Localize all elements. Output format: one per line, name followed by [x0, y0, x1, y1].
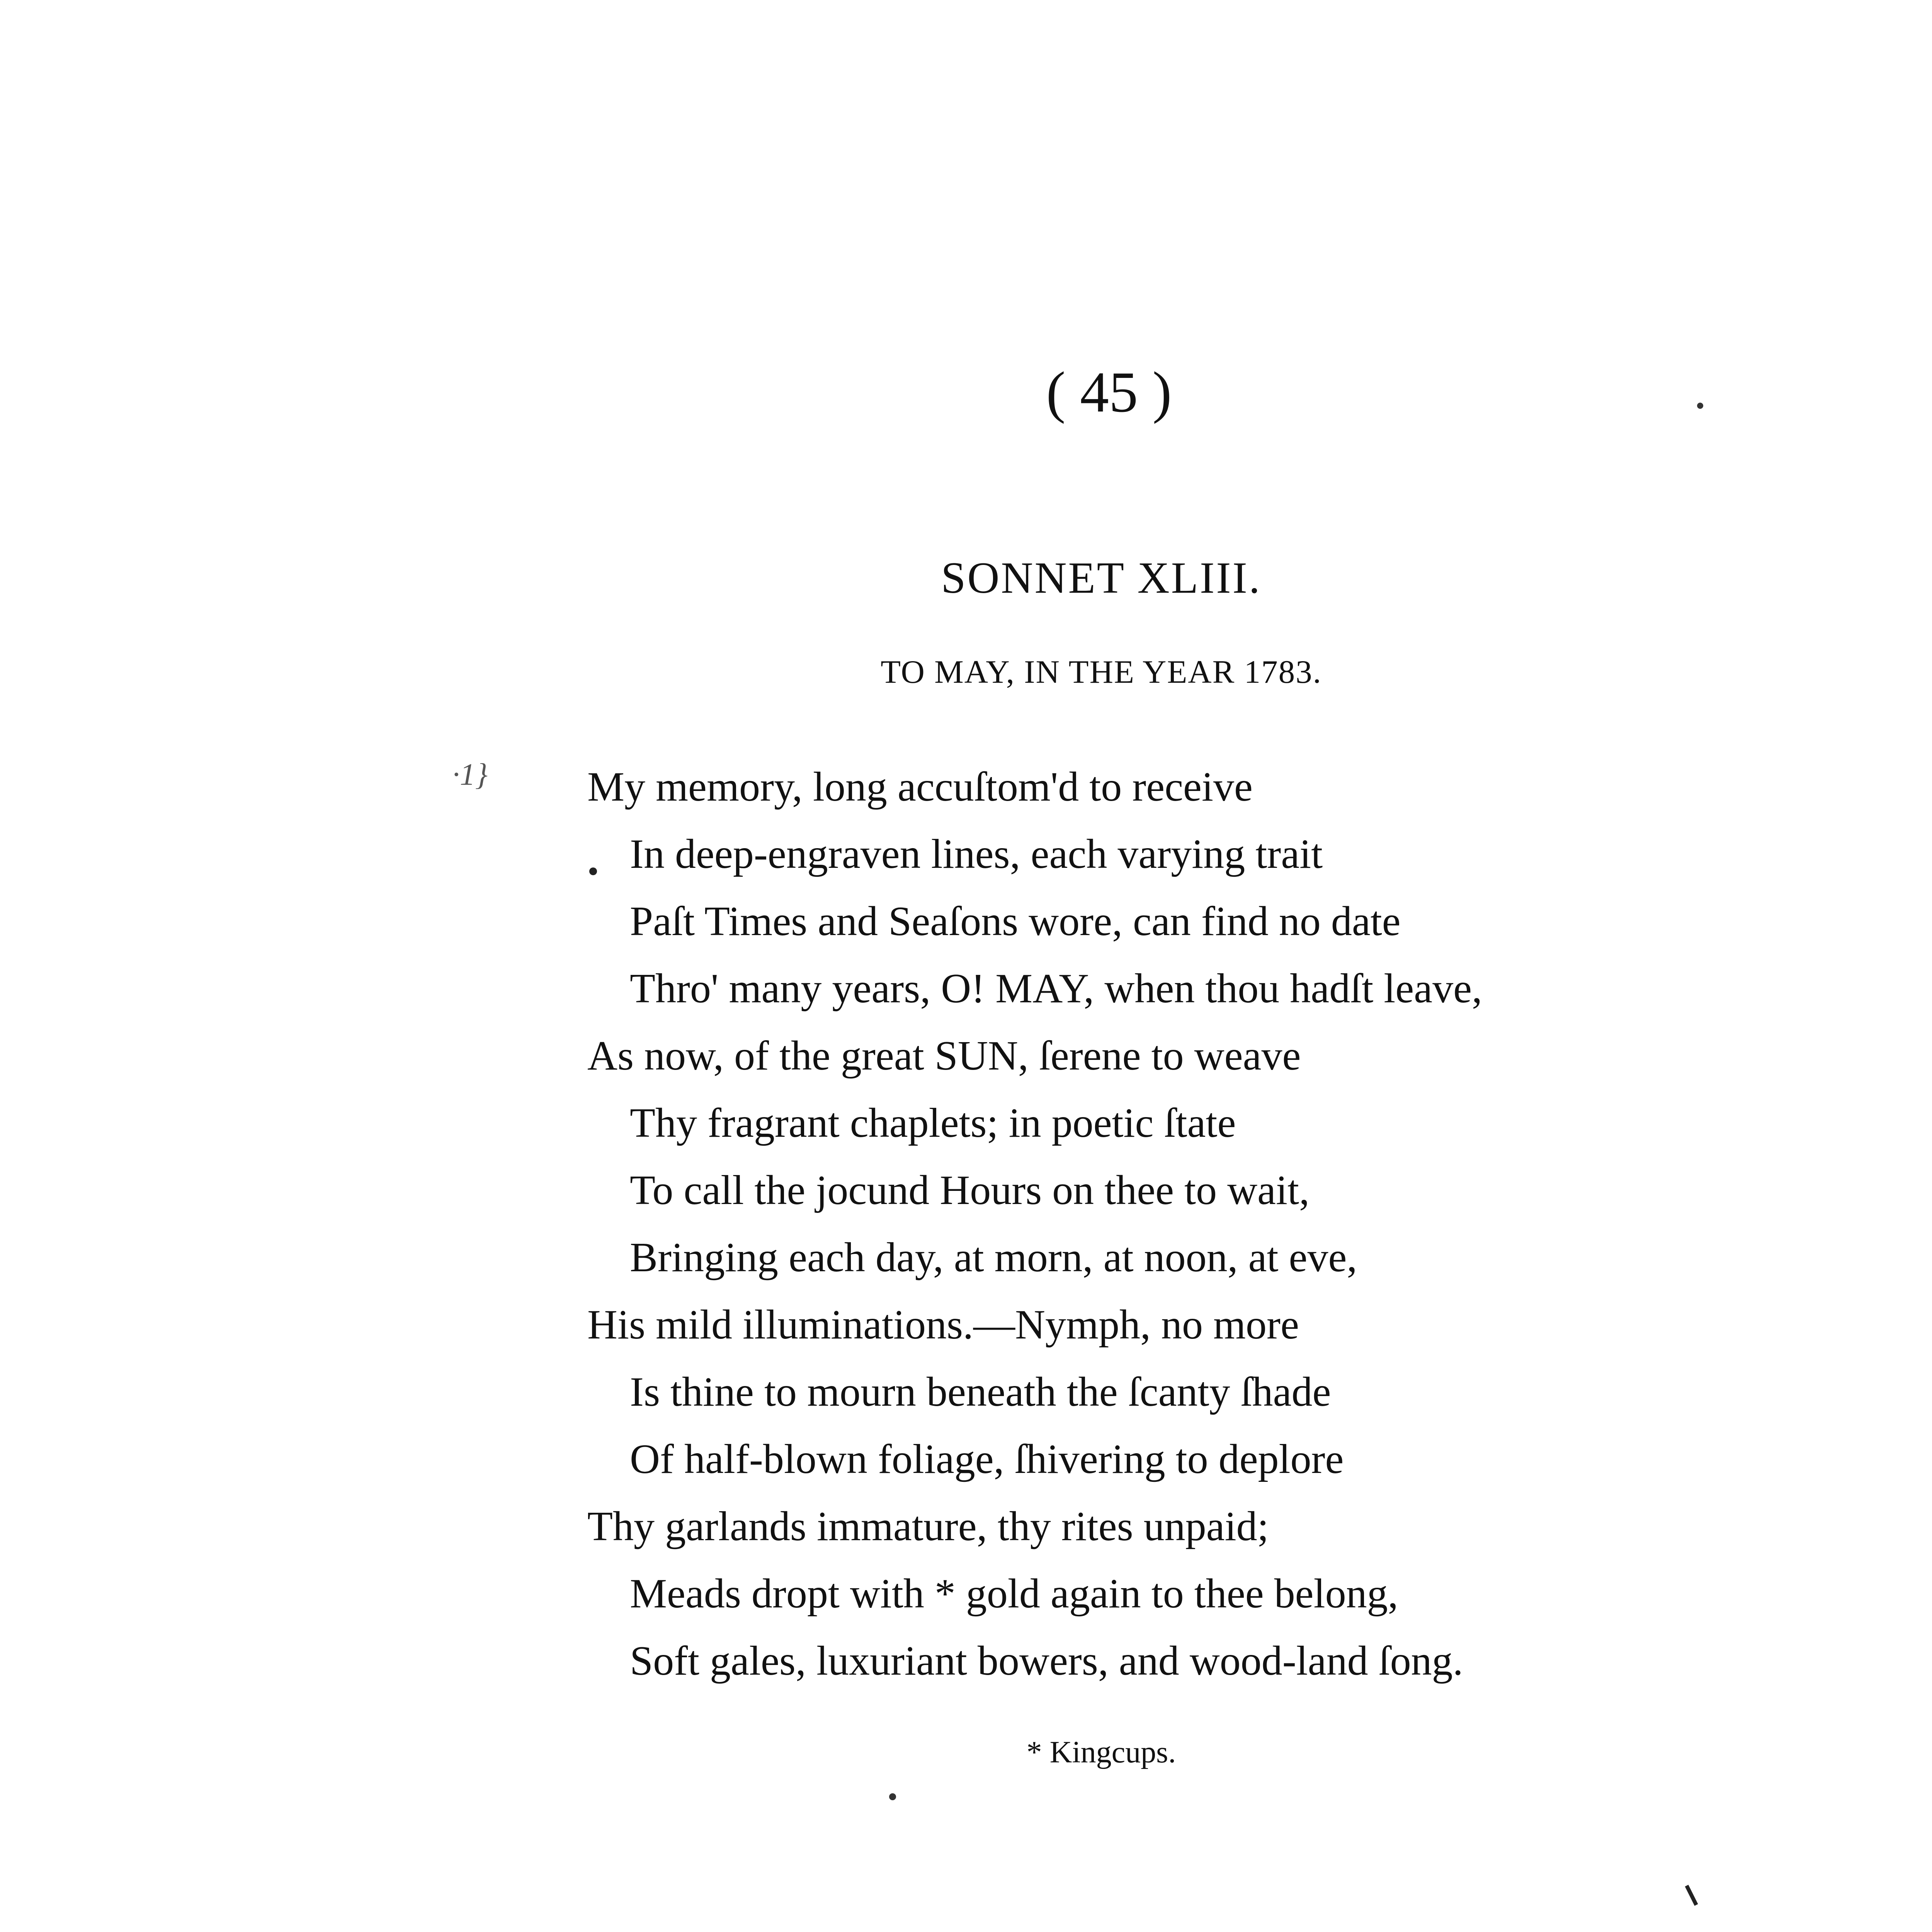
poem-line: Soft gales, luxuriant bowers, and wood-land ſong. [630, 1638, 1463, 1684]
poem-line: Bringing each day, at morn, at noon, at eve, [630, 1235, 1357, 1281]
poem-line: As now, of the great SUN, ſerene to weave [587, 1033, 1301, 1079]
poem-line: Paſt Times and Seaſons wore, can find no date [630, 898, 1401, 944]
poem-body [587, 753, 1747, 1695]
margin-mark: ·1} [452, 758, 488, 792]
poem-line: To call the jocund Hours on thee to wait, [630, 1167, 1310, 1213]
poem-line: Meads dropt with * gold again to thee belong, [630, 1571, 1398, 1617]
poem-line: His mild illuminations.—Nymph, no more [587, 1302, 1299, 1348]
poem-line: Thro' many years, O! MAY, when thou hadſt leave, [630, 966, 1483, 1012]
footnote: * Kingcups. [1026, 1735, 1176, 1769]
poem-line: Of half-blown foliage, ſhivering to deplore [630, 1436, 1344, 1482]
poem-line: Is thine to mourn beneath the ſcanty ſhade [630, 1369, 1331, 1415]
poem-line: My memory, long accuſtom'd to receive [587, 764, 1253, 810]
sonnet-subtitle: TO MAY, IN THE YEAR 1783. [881, 654, 1322, 690]
sonnet-title: SONNET XLIII. [941, 553, 1262, 602]
poem-line: Thy garlands immature, thy rites unpaid; [587, 1503, 1269, 1549]
page-number: ( 45 ) [1046, 360, 1172, 424]
poem-line: Thy fragrant chaplets; in poetic ſtate [630, 1100, 1236, 1146]
poem-line: In deep-engraven lines, each varying trait [630, 831, 1323, 877]
